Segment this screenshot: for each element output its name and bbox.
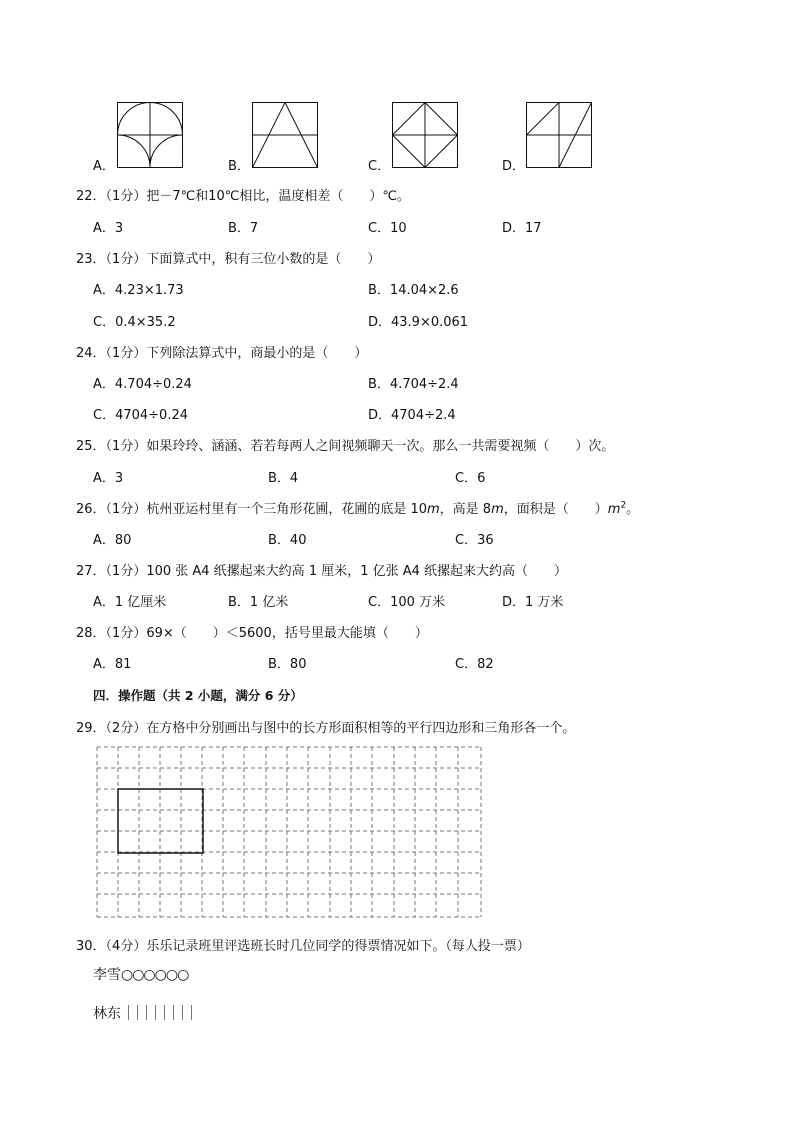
q23-option-d[interactable]: D．43.9×0.061 — [368, 315, 469, 330]
q27-option-a[interactable]: A．1 亿厘米 — [93, 595, 167, 610]
question-26-stem — [76, 498, 639, 517]
q28-option-b[interactable]: B．80 — [268, 657, 307, 672]
q26-stem-part: ，面积是（ ） — [503, 502, 608, 517]
q22-option-a[interactable]: A．3 — [93, 221, 124, 236]
q22-option-d[interactable]: D．17 — [502, 221, 542, 236]
q24-option-b[interactable]: B．4.704÷2.4 — [368, 377, 459, 392]
vote-marks: ○○○○○○ — [121, 967, 189, 983]
candidate-name: 李雪 — [93, 967, 121, 983]
q26-option-c[interactable]: C．36 — [455, 533, 494, 548]
tally-row-lin-dong — [93, 1002, 193, 1023]
option-b-figure — [252, 102, 318, 168]
question-28-stem: 28．（1分）69×（ ）＜5600，括号里最大能填（ ） — [76, 626, 428, 641]
q24-option-d[interactable]: D．4704÷2.4 — [368, 408, 456, 423]
q25-option-a[interactable]: A．3 — [93, 471, 124, 486]
q22-option-b[interactable]: B．7 — [228, 221, 259, 236]
unit-m: m — [607, 502, 621, 517]
q23-option-c[interactable]: C．0.4×35.2 — [93, 315, 176, 330]
tally-row-li-xue — [93, 964, 188, 984]
question-27-stem: 27．（1分）100 张 A4 纸摞起来大约高 1 厘米，1 亿张 A4 纸摞起来大约高（ ） — [76, 564, 568, 579]
q28-option-a[interactable]: A．81 — [93, 657, 132, 672]
q23-option-a[interactable]: A．4.23×1.73 — [93, 283, 184, 298]
q26-option-a[interactable]: A．80 — [93, 533, 132, 548]
q24-option-a[interactable]: A．4.704÷0.24 — [93, 377, 192, 392]
question-24-stem: 24．（1分）下列除法算式中，商最小的是（ ） — [76, 346, 368, 361]
option-d-label[interactable]: D． — [502, 159, 526, 174]
q27-option-c[interactable]: C．100 万米 — [368, 595, 446, 610]
q26-stem-part: 26．（1分）杭州亚运村里有一个三角形花圃，花圃的底是 10 — [76, 502, 427, 517]
option-a-label[interactable]: A． — [93, 159, 115, 174]
q24-option-c[interactable]: C．4704÷0.24 — [93, 408, 188, 423]
option-b-label[interactable]: B． — [228, 159, 250, 174]
q28-option-c[interactable]: C．82 — [455, 657, 494, 672]
question-23-stem: 23．（1分）下面算式中，积有三位小数的是（ ） — [76, 252, 381, 267]
question-25-stem: 25．（1分）如果玲玲、涵涵、若若每两人之间视频聊天一次。那么一共需要视频（ ）次。 — [76, 439, 615, 454]
q27-option-b[interactable]: B．1 亿米 — [228, 595, 289, 610]
q22-option-c[interactable]: C．10 — [368, 221, 407, 236]
unit-exponent: 2 — [620, 500, 627, 511]
option-c-label[interactable]: C． — [368, 159, 391, 174]
option-d-figure — [526, 102, 592, 168]
unit-m: m — [491, 502, 504, 517]
q25-option-c[interactable]: C．6 — [455, 471, 486, 486]
grid-figure[interactable] — [96, 746, 482, 919]
q26-option-b[interactable]: B．40 — [268, 533, 307, 548]
question-30-stem: 30．（4分）乐乐记录班里评选班长时几位同学的得票情况如下。（每人投一票） — [76, 939, 530, 954]
option-a-figure — [117, 102, 183, 168]
vote-marks: ｜｜｜｜｜｜｜｜ — [121, 1004, 194, 1022]
section-heading: 四．操作题（共 2 小题，满分 6 分） — [93, 688, 303, 703]
q27-option-d[interactable]: D．1 万米 — [502, 595, 564, 610]
q23-option-b[interactable]: B．14.04×2.6 — [368, 283, 459, 298]
option-c-figure — [392, 102, 458, 168]
q26-stem-part: ，高是 8 — [439, 502, 492, 517]
question-29-stem: 29．（2分）在方格中分别画出与图中的长方形面积相等的平行四边形和三角形各一个。 — [76, 721, 576, 736]
q25-option-b[interactable]: B．4 — [268, 471, 299, 486]
question-22-stem: 22．（1分）把－7℃和10℃相比，温度相差（ ）℃。 — [76, 189, 410, 204]
q26-stem-part: 。 — [626, 502, 640, 517]
unit-m: m — [427, 502, 440, 517]
candidate-name: 林东 — [93, 1006, 121, 1022]
